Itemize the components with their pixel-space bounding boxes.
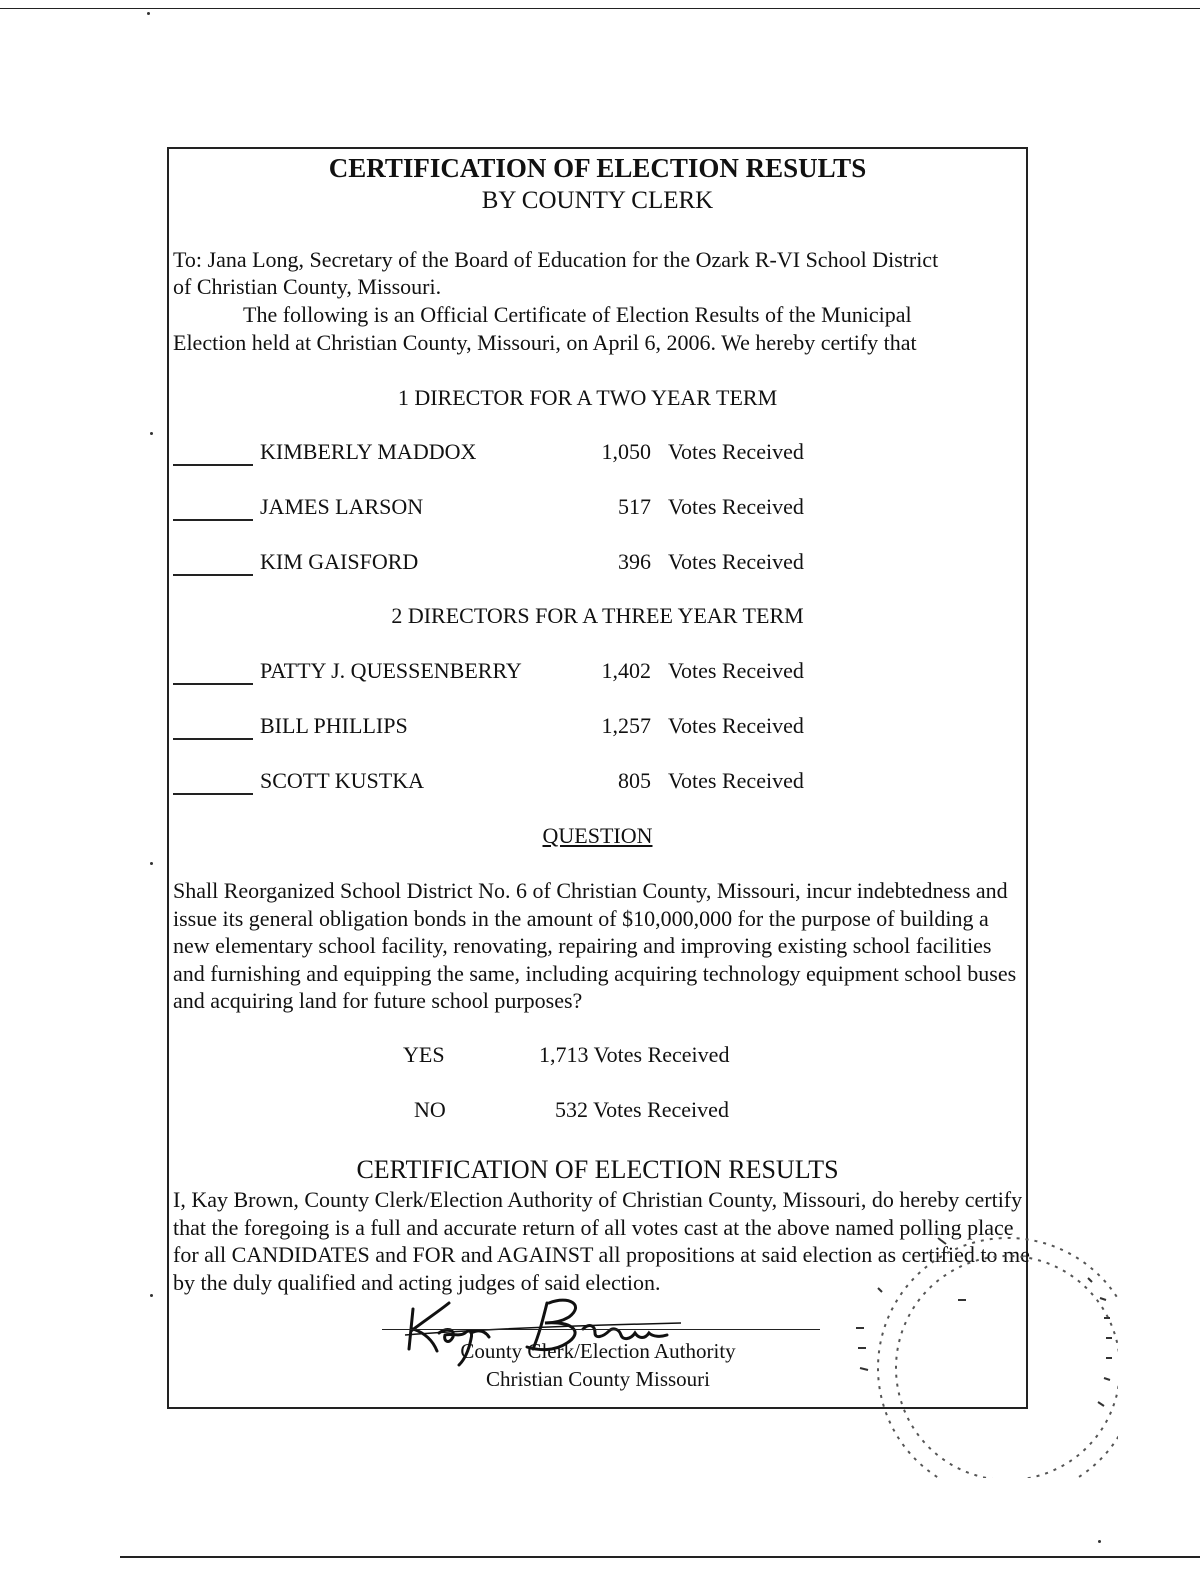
candidate-votes: 1,402: [601, 658, 651, 683]
votes-received-label: Votes Received: [668, 494, 804, 519]
candidate-mark-line: [173, 556, 253, 576]
candidate-name: KIM GAISFORD: [260, 549, 419, 574]
votes-received-label: Votes Received: [668, 658, 804, 683]
candidate-name: KIMBERLY MADDOX: [260, 439, 477, 464]
candidate-name: SCOTT KUSTKA: [260, 768, 425, 793]
scan-speck: [150, 862, 153, 865]
signer-title: County Clerk/Election Authority: [460, 1339, 736, 1363]
certification-heading: CERTIFICATION OF ELECTION RESULTS: [356, 1155, 839, 1184]
signature-line: [382, 1329, 820, 1330]
scan-speck: [1098, 1540, 1101, 1543]
certificate-subtitle: BY COUNTY CLERK: [481, 187, 714, 214]
candidate-votes: 517: [618, 494, 651, 519]
question-heading: QUESTION: [542, 823, 653, 848]
top-scan-edge: [0, 8, 1200, 9]
certificate-title: CERTIFICATION OF ELECTION RESULTS: [328, 153, 867, 183]
votes-received-label: Votes Received: [668, 549, 804, 574]
county-seal-impression: [838, 1218, 1118, 1478]
answer-result: 532 Votes Received: [555, 1097, 729, 1122]
certification-text: I, Kay Brown, County Clerk/Election Authority of Christian County, Missouri, do hereby certify that the foregoing is a full and accurate return of all votes cast at the above named polling place for all CANDIDATES and FOR and AGAINST all propositions at said election as certified to me by the duly qualified and acting judges of said election.: [173, 1187, 1030, 1295]
candidate-mark-line: [173, 665, 253, 685]
intro-line-2: Election held at Christian County, Missouri, on April 6, 2006. We hereby certify that: [173, 330, 917, 355]
candidate-votes: 805: [618, 768, 651, 793]
addressee-line-1: To: Jana Long, Secretary of the Board of Education for the Ozark R-VI School District: [173, 247, 939, 272]
scan-speck: [147, 12, 150, 15]
answer-choice: YES: [403, 1042, 445, 1067]
bottom-scan-edge: [120, 1556, 1200, 1558]
answer-result: 1,713 Votes Received: [539, 1042, 730, 1067]
scan-speck: [150, 1294, 153, 1297]
votes-received-label: Votes Received: [668, 439, 804, 464]
race-heading: 2 DIRECTORS FOR A THREE YEAR TERM: [391, 603, 804, 628]
race-heading: 1 DIRECTOR FOR A TWO YEAR TERM: [397, 385, 778, 410]
intro-line-1: The following is an Official Certificate of Election Results of the Municipal: [243, 302, 912, 327]
question-text: Shall Reorganized School District No. 6 of Christian County, Missouri, incur indebtedness and issue its general obligation bonds in the amount of $10,000,000 for the purpose of building a new elementary school facility, renovating, repairing and improving existing school facilities and furnishing and equipping the same, including acquiring technology equipment school buses and acquiring land for future school purposes?: [173, 878, 1017, 1013]
scan-speck: [150, 432, 153, 435]
candidate-mark-line: [173, 446, 253, 466]
answer-choice: NO: [414, 1097, 446, 1122]
candidate-name: BILL PHILLIPS: [260, 713, 408, 738]
candidate-mark-line: [173, 720, 253, 740]
candidate-mark-line: [173, 501, 253, 521]
candidate-votes: 1,050: [601, 439, 651, 464]
candidate-votes: 1,257: [601, 713, 651, 738]
candidate-name: JAMES LARSON: [260, 494, 424, 519]
votes-received-label: Votes Received: [668, 713, 804, 738]
votes-received-label: Votes Received: [668, 768, 804, 793]
candidate-name: PATTY J. QUESSENBERRY: [260, 658, 522, 683]
signer-location: Christian County Missouri: [485, 1367, 711, 1391]
candidate-mark-line: [173, 775, 253, 795]
candidate-votes: 396: [618, 549, 651, 574]
addressee-line-2: of Christian County, Missouri.: [173, 274, 442, 299]
